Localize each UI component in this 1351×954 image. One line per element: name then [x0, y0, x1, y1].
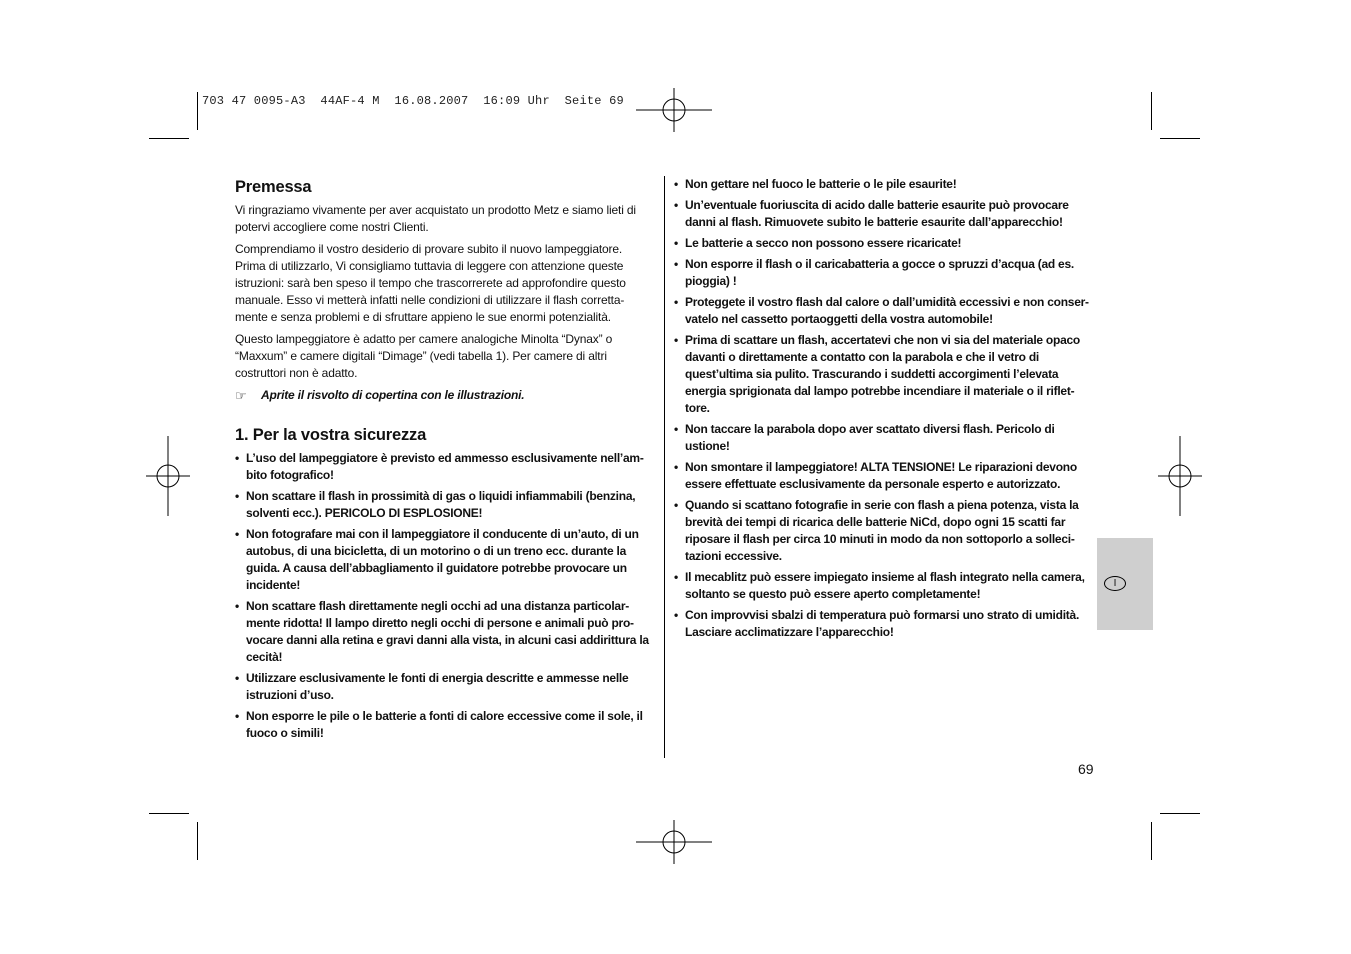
print-header: 703 47 0095-A3 44AF-4 M 16.08.2007 16:09 Uhr Seite 69 — [202, 94, 624, 108]
list-item: • Proteggete il vostro flash dal calore o dall’umidità eccessivi e non conser-vatelo nel cassetto portaoggetti della vostra automobile! — [674, 294, 1098, 328]
list-item: • Non esporre il flash o il caricabatteria a gocce o spruzzi d’acqua (ad es. pioggia) ! — [674, 256, 1098, 290]
list-item: • Quando si scattano fotografie in serie con flash a piena potenza, vista la brevità dei tempi di ricarica delle batterie NiCd, dopo ogni 15 scatti far riposare il flash per circa 10 minuti in modo da non sottoporlo a solleci-tazioni eccessive. — [674, 497, 1098, 565]
list-item: • L’uso del lampeggiatore è previsto ed ammesso esclusivamente nell’am-bito fotografico! — [235, 450, 655, 484]
intro-paragraph-1: Vi ringraziamo vivamente per aver acquistato un prodotto Metz e siamo lieti di potervi accogliere come nostri Clienti. — [235, 203, 636, 234]
list-item: • Non taccare la parabola dopo aver scattato diversi flash. Pericolo di ustione! — [674, 421, 1098, 455]
registration-left-icon — [146, 436, 190, 516]
crop-mark — [1160, 813, 1200, 814]
list-item: • Con improvvisi sbalzi di temperatura può formarsi uno strato di umidità. Lasciare acclimatizzare l’apparecchio! — [674, 607, 1098, 641]
crop-mark — [149, 813, 189, 814]
left-column — [235, 178, 655, 746]
list-item: • Non fotografare mai con il lampeggiatore il conducente di un’auto, di un autobus, di una bicicletta, di un motorino o di un treno ecc. durante la guida. A causa dell’abbagliamento il guidatore potrebbe provocare un incidente! — [235, 526, 655, 594]
registration-right-icon — [1158, 436, 1202, 516]
intro-paragraph-2: Comprendiamo il vostro desiderio di provare subito il nuovo lampeggiatore. Prima di utilizzarlo, Vi consigliamo tuttavia di leggere con attenzione queste istruzioni: sarà ben speso il tempo che trascorrerete ad approfondire questo manuale. Esso vi metterà infatti nelle condizioni di utilizzare il flash corretta-mente e senza problemi e di sfruttare appieno le sue enormi potenzialità. — [235, 242, 626, 324]
intro-paragraph-3: Questo lampeggiatore è adatto per camere analogiche Minolta “Dynax” o “Maxxum” e camere digitali “Dimage” (vedi tabella 1). Per camere di altri costruttori non è adatto. — [235, 332, 613, 380]
list-item: • Il mecablitz può essere impiegato insieme al flash integrato nella camera, soltanto se questo può essere aperto completamente! — [674, 569, 1098, 603]
list-item: • Un’eventuale fuoriuscita di acido dalle batterie esaurite può provocare danni al flash. Rimuovete subito le batterie esaurite dall’apparecchio! — [674, 197, 1098, 231]
crop-mark — [1160, 138, 1200, 139]
intro-title: Premessa — [235, 178, 312, 196]
safety-list-right — [674, 176, 1098, 641]
registration-top-icon — [632, 88, 716, 132]
pointing-hand-icon: ☞ — [235, 388, 247, 403]
list-item: • Prima di scattare un flash, accertatevi che non vi sia del materiale opaco davanti o direttamente a contatto con la parabola e che il vetro di quest’ultima sia pulito. Trascurando i suddetti accorgimenti l’elevata energia sprigionata dal lampo potrebbe incendiare il materiale o il riflet-tore. — [674, 332, 1098, 417]
safety-list-left — [235, 450, 655, 742]
crop-mark — [1151, 822, 1152, 860]
list-item: • Non esporre le pile o le batterie a fonti di calore eccessive come il sole, il fuoco o simili! — [235, 708, 655, 742]
cover-note — [235, 387, 655, 404]
right-column — [674, 176, 1098, 645]
crop-mark — [197, 822, 198, 860]
column-divider — [664, 176, 665, 758]
crop-mark — [1151, 92, 1152, 130]
page-number: 69 — [1078, 761, 1094, 777]
list-item: • Non gettare nel fuoco le batterie o le pile esaurite! — [674, 176, 1098, 193]
list-item: • Le batterie a secco non possono essere ricaricate! — [674, 235, 1098, 252]
crop-mark — [149, 138, 189, 139]
safety-title: 1. Per la vostra sicurezza — [235, 426, 427, 444]
list-item: • Non scattare flash direttamente negli occhi ad una distanza particolar-mente ridotta! Il lampo diretto negli occhi di persone e animali può pro-vocare danni alla retina e gravi danni alla vista, in alcuni casi addirittura la cecità! — [235, 598, 655, 666]
crop-mark — [197, 92, 198, 130]
registration-bottom-icon — [632, 820, 716, 864]
list-item: • Non smontare il lampeggiatore! ALTA TENSIONE! Le riparazioni devono essere effettuate esclusivamente da personale esperto e autorizzato. — [674, 459, 1098, 493]
list-item: • Utilizzare esclusivamente le fonti di energia descritte e ammesse nelle istruzioni d’uso. — [235, 670, 655, 704]
list-item: • Non scattare il flash in prossimità di gas o liquidi infiammabili (benzina, solventi ecc.). PERICOLO DI ESPLOSIONE! — [235, 488, 655, 522]
cover-note-text: Aprite il risvolto di copertina con le illustrazioni. — [261, 388, 525, 402]
language-badge: I — [1104, 576, 1126, 591]
